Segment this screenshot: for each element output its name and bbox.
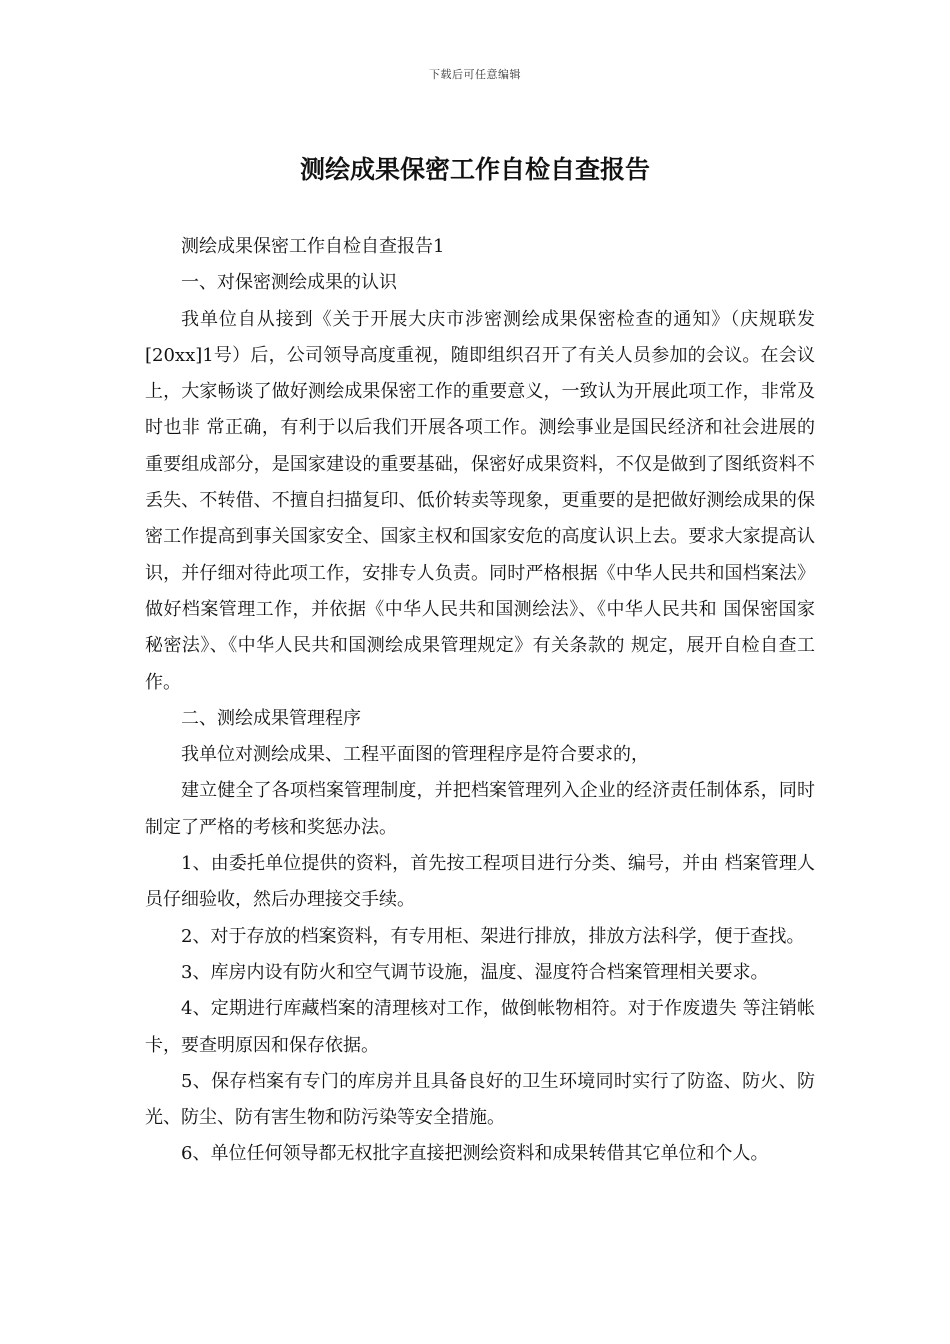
report-subtitle: 测绘成果保密工作自检自查报告1 [181, 236, 445, 257]
list-item-4: 4、定期进行库藏档案的清理核对工作，做倒帐物相符。对于作废遗失 等注销帐卡，要查明原因和保存依据。 [145, 998, 815, 1056]
list-item-2: 2、对于存放的档案资料，有专用柜、架进行排放，排放方法科学，便于查找。 [181, 925, 805, 947]
list-item-6: 6、单位任何领导都无权批字直接把测绘资料和成果转借其它单位和个人。 [181, 1143, 769, 1165]
paragraph-understanding: 我单位自从接到《关于开展大庆市涉密测绘成果保密检查的通知》（庆规联发[20xx]1号）后，公司领导高度重视，随即组织召开了有关人员参加的会议。在会议上，大家畅谈了做好测绘成果保密工作的重要意义，一致认为开展此项工作，非常及时也非 常正确，有利于以后我们开展各项工作。测绘事业是国民经济和社会进展的重要组成部分，是国家建设的重要基础，保密好成果资料，不仅是做到了图纸资料不丢失、不转借、不擅自扫描复印、低价转卖等现象，更重要的是把做好测绘成果的保密工作提高到事关国家安全、国家主权和国家安危的高度认识上去。要求大家提高认识，并仔细对待此项工作，安排专人负责。同时严格根据《中华人民共和国档案法》 做好档案管理工作，并依据《中华人民共和国测绘法》、《中华人民共和 国保密国家秘密法》、《中华人民共和国测绘成果管理规定》有关条款的 规定，展开自检自查工作。 [145, 308, 815, 693]
section-heading-2: 二、测绘成果管理程序 [181, 707, 361, 729]
list-item-3: 3、库房内设有防火和空气调节设施，温度、湿度符合档案管理相关要求。 [181, 961, 769, 983]
paragraph-procedure-intro: 我单位对测绘成果、工程平面图的管理程序是符合要求的， [181, 744, 649, 766]
list-item-5: 5、保存档案有专门的库房并且具备良好的卫生环境同时实行了防盗、防火、防 光、防尘、防有害生物和防污染等安全措施。 [145, 1070, 815, 1129]
document-title: 测绘成果保密工作自检自查报告 [299, 155, 650, 184]
section-heading-1: 一、对保密测绘成果的认识 [181, 272, 397, 294]
paragraph-management-system: 建立健全了各项档案管理制度，并把档案管理列入企业的经济责任制体系，同时制定了严格的考核和奖惩办法。 [145, 780, 815, 838]
header-note: 下载后可任意编辑 [429, 68, 521, 81]
document-body [145, 229, 815, 1173]
list-item-1: 1、由委托单位提供的资料，首先按工程项目进行分类、编号，并由 档案管理人员仔细验收，然后办理接交手续。 [145, 853, 815, 911]
